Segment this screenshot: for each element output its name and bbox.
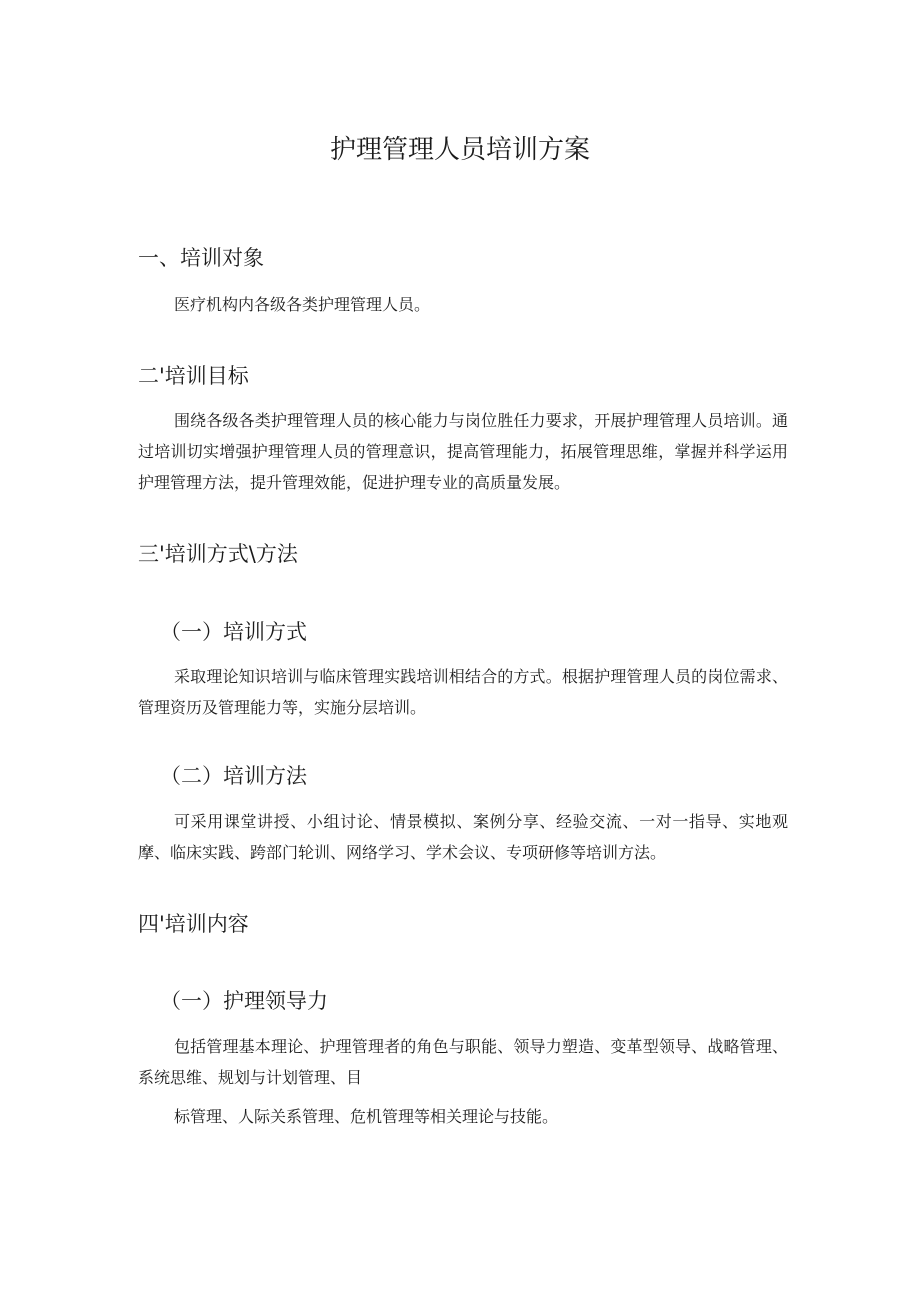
subsection-paragraph-training-mode: 采取理论知识培训与临床管理实践培训相结合的方式。根据护理管理人员的岗位需求、管理资历及管理能力等，实施分层培训。 [138,667,788,717]
section-heading-methods: 三'培训方式\方法 [138,542,298,566]
section-paragraph-target: 医疗机构内各级各类护理管理人员。 [174,295,431,314]
subsection-heading-leadership: （一）护理领导力 [160,989,328,1013]
subsection-paragraph-leadership-2: 标管理、人际关系管理、危机管理等相关理论与技能。 [174,1107,559,1126]
section-paragraph-goals: 围绕各级各类护理管理人员的核心能力与岗位胜任力要求，开展护理管理人员培训。通过培训切实增强护理管理人员的管理意识，提高管理能力，拓展管理思维，掌握并科学运用护理管理方法，提升管理效能，促进护理专业的高质量发展。 [138,411,788,492]
subsection-paragraph-training-methods: 可采用课堂讲授、小组讨论、情景模拟、案例分享、经验交流、一对一指导、实地观摩、临床实践、跨部门轮训、网络学习、学术会议、专项研修等培训方法。 [138,812,788,862]
section-heading-goals: 二'培训目标 [138,364,249,388]
document-title: 护理管理人员培训方案 [329,135,590,165]
subsection-heading-training-mode: （一）培训方式 [160,620,307,644]
subsection-heading-training-methods: （二）培训方法 [160,764,307,788]
subsection-paragraph-leadership-1: 包括管理基本理论、护理管理者的角色与职能、领导力塑造、变革型领导、战略管理、系统思维、规划与计划管理、目 [138,1037,788,1087]
section-heading-content: 四'培训内容 [138,912,249,936]
section-heading-target: 一、培训对象 [138,246,264,270]
